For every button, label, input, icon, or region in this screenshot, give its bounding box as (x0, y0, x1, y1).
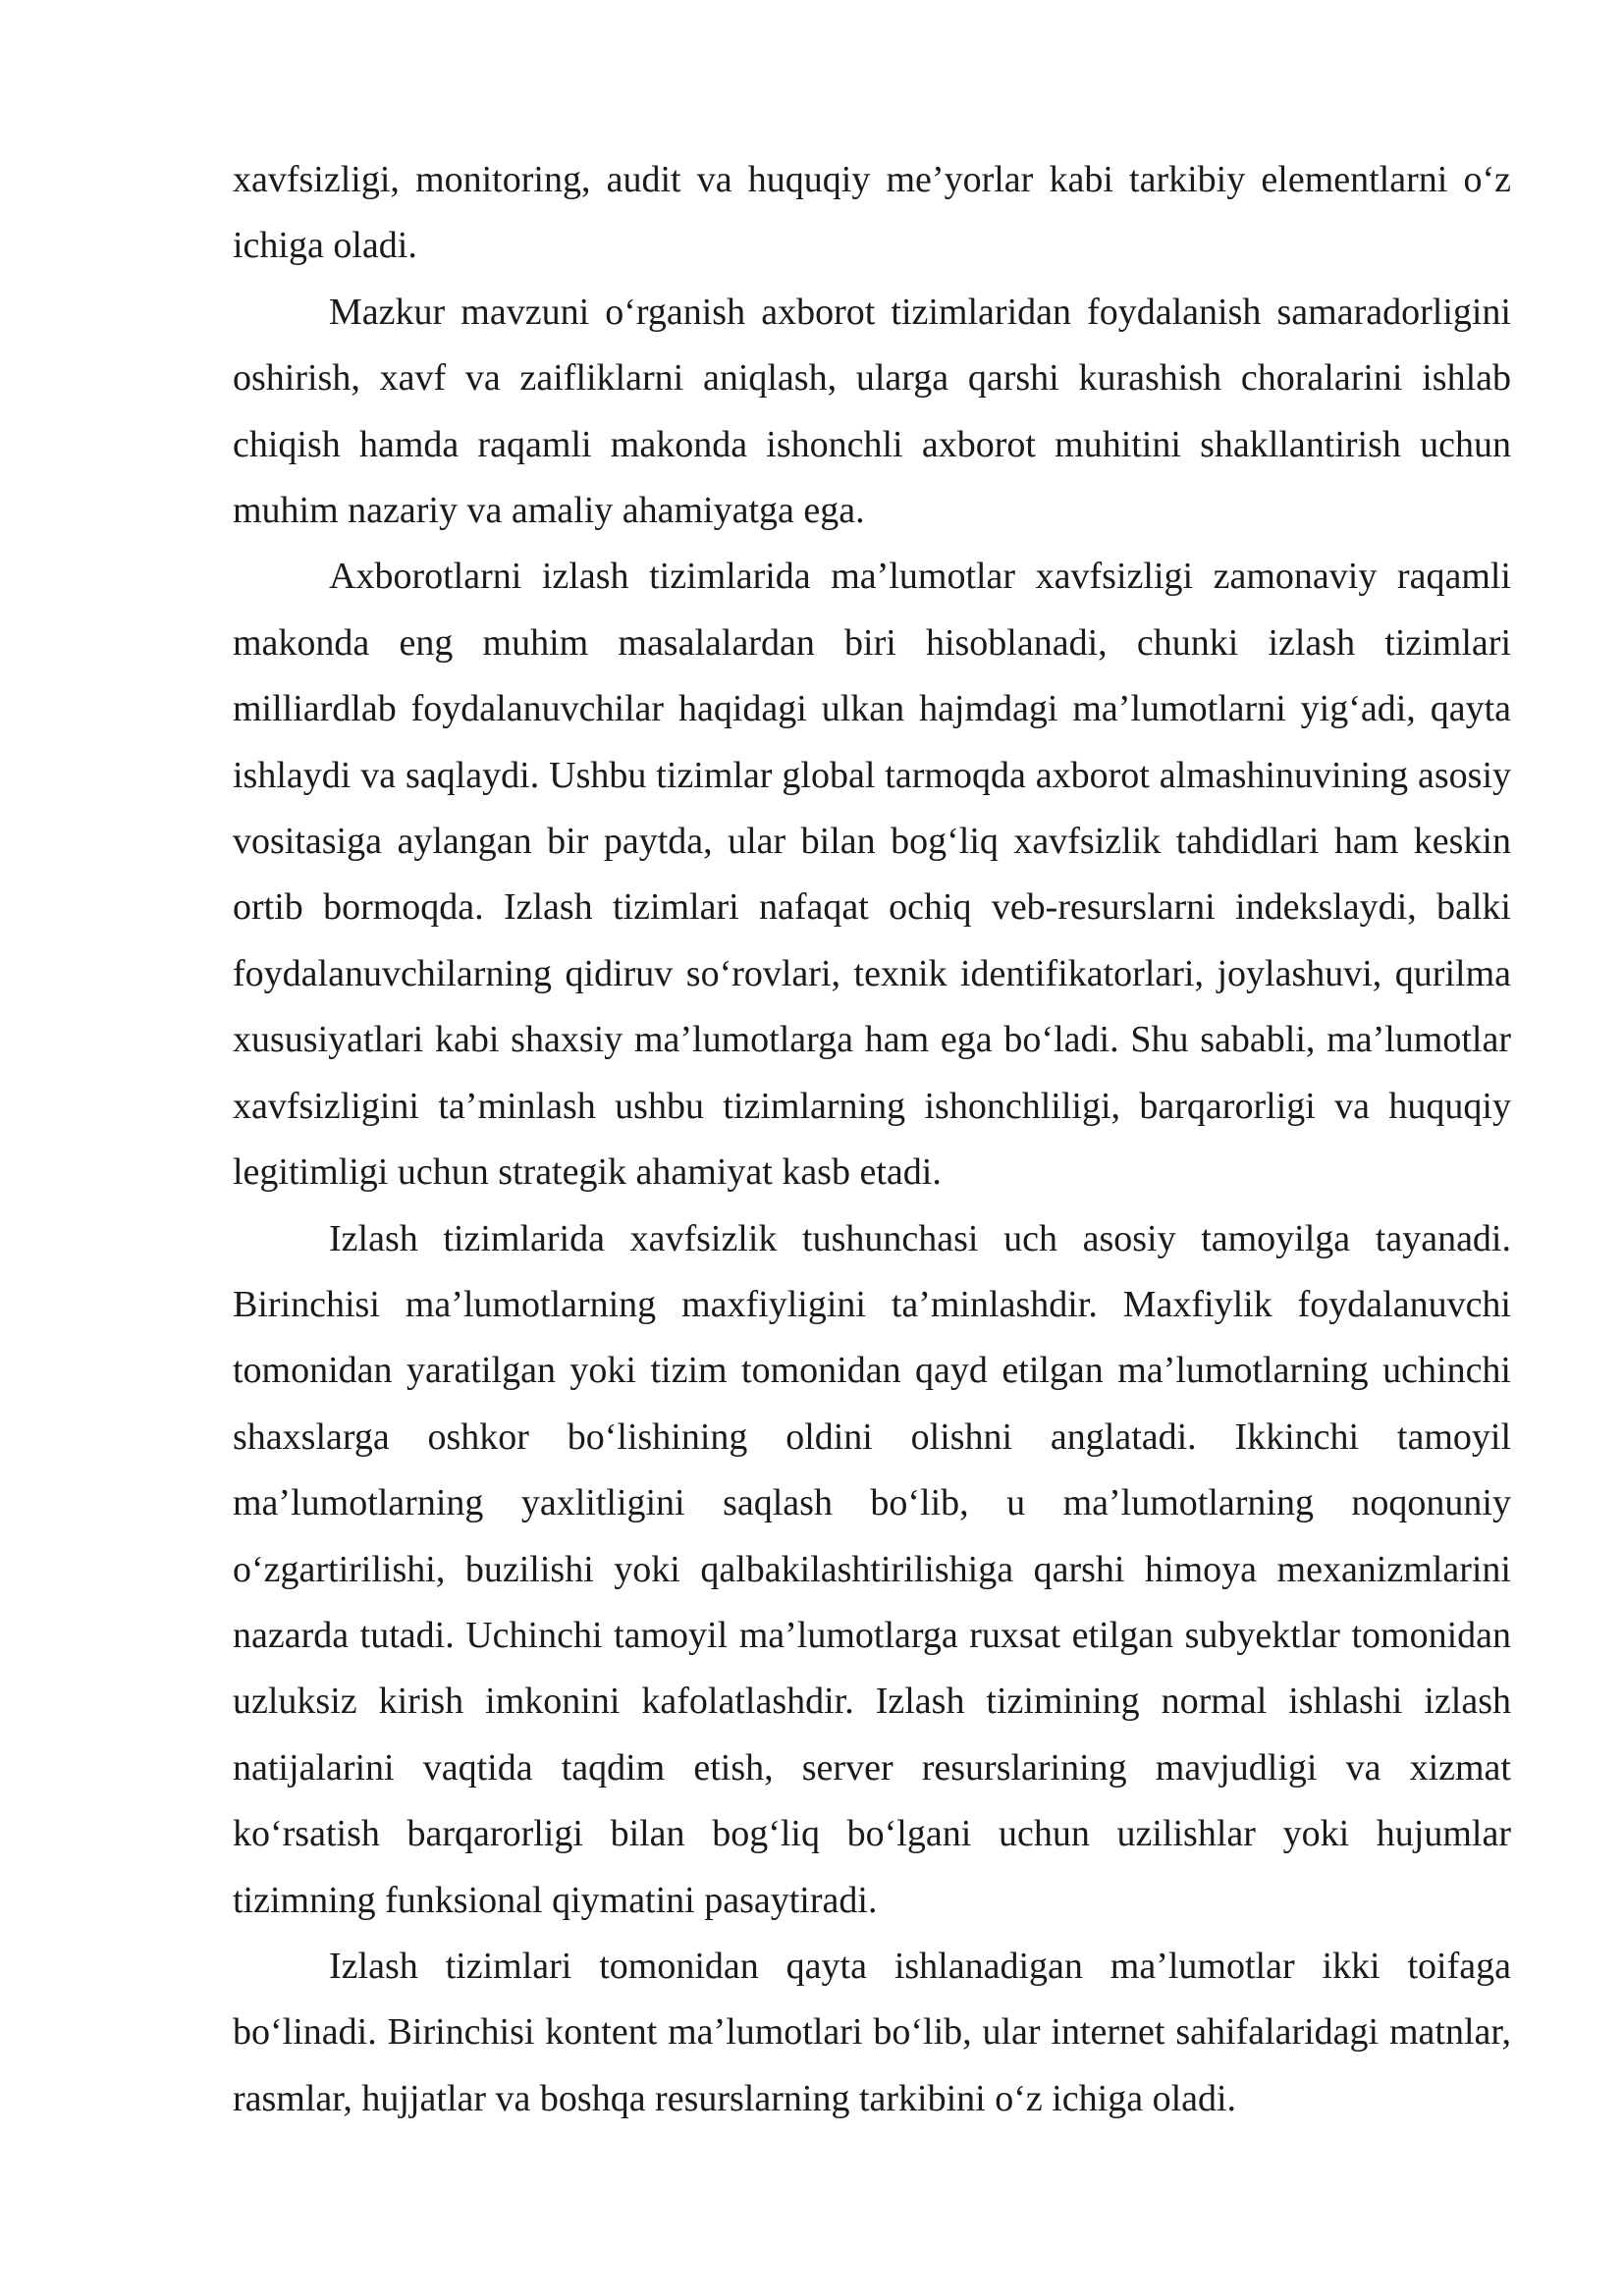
paragraph-data-categories: Izlash tizimlari tomonidan qayta ishlanadigan ma’lumotlar ikki toifaga bo‘linadi. Birinchisi kontent ma’lumotlari bo‘lib, ular internet sahifalaridagi matnlar, rasmlar, hujjatlar va boshqa resurslarning tarkibini o‘z ichiga oladi. (233, 1945, 1511, 2119)
document-body (233, 147, 1511, 2132)
paragraph-topic-significance: Mazkur mavzuni o‘rganish axborot tizimlaridan foydalanish samaradorligini oshirish, xavf va zaifliklarni aniqlash, ularga qarshi kurashish choralarini ishlab chiqish hamda raqamli makonda ishonchli axborot muhitini shakllantirish uchun muhim nazariy va amaliy ahamiyatga ega. (233, 291, 1511, 532)
paragraph-security-principles: Izlash tizimlarida xavfsizlik tushunchasi uch asosiy tamoyilga tayanadi. Birinchisi ma’lumotlarning maxfiyligini ta’minlashdir. Maxfiylik foydalanuvchi tomonidan yaratilgan yoki tizim tomonidan qayd etilgan ma’lumotlarning uchinchi shaxslarga oshkor bo‘lishining oldini olishni anglatadi. Ikkinchi tamoyil ma’lumotlarning yaxlitligini saqlash bo‘lib, u ma’lumotlarning noqonuniy o‘zgartirilishi, buzilishi yoki qalbakilashtirilishiga qarshi himoya mexanizmlarini nazarda tutadi. Uchinchi tamoyil ma’lumotlarga ruxsat etilgan subyektlar tomonidan uzluksiz kirish imkonini kafolatlashdir. Izlash tizimining normal ishlashi izlash natijalarini vaqtida taqdim etish, server resurslarining mavjudligi va xizmat ko‘rsatish barqarorligi bilan bog‘liq bo‘lgani uchun uzilishlar yoki hujumlar tizimning funksional qiymatini pasaytiradi. (233, 1217, 1511, 1921)
paragraph-search-security-overview: Axborotlarni izlash tizimlarida ma’lumotlar xavfsizligi zamonaviy raqamli makonda eng muhim masalalardan biri hisoblanadi, chunki izlash tizimlari milliardlab foydalanuvchilar haqidagi ulkan hajmdagi ma’lumotlarni yig‘adi, qayta ishlaydi va saqlaydi. Ushbu tizimlar global tarmoqda axborot almashinuvining asosiy vositasiga aylangan bir paytda, ular bilan bog‘liq xavfsizlik tahdidlari ham keskin ortib bormoqda. Izlash tizimlari nafaqat ochiq veb-resurslarni indekslaydi, balki foydalanuvchilarning qidiruv so‘rovlari, texnik identifikatorlari, joylashuvi, qurilma xususiyatlari kabi shaxsiy ma’lumotlarga ham ega bo‘ladi. Shu sababli, ma’lumotlar xavfsizligini ta’minlash ushbu tizimlarning ishonchliligi, barqarorligi va huquqiy legitimligi uchun strategik ahamiyat kasb etadi. (233, 556, 1511, 1194)
paragraph-continuation: xavfsizligi, monitoring, audit va huquqiy me’yorlar kabi tarkibiy elementlarni o‘z ichiga oladi. (233, 159, 1511, 267)
